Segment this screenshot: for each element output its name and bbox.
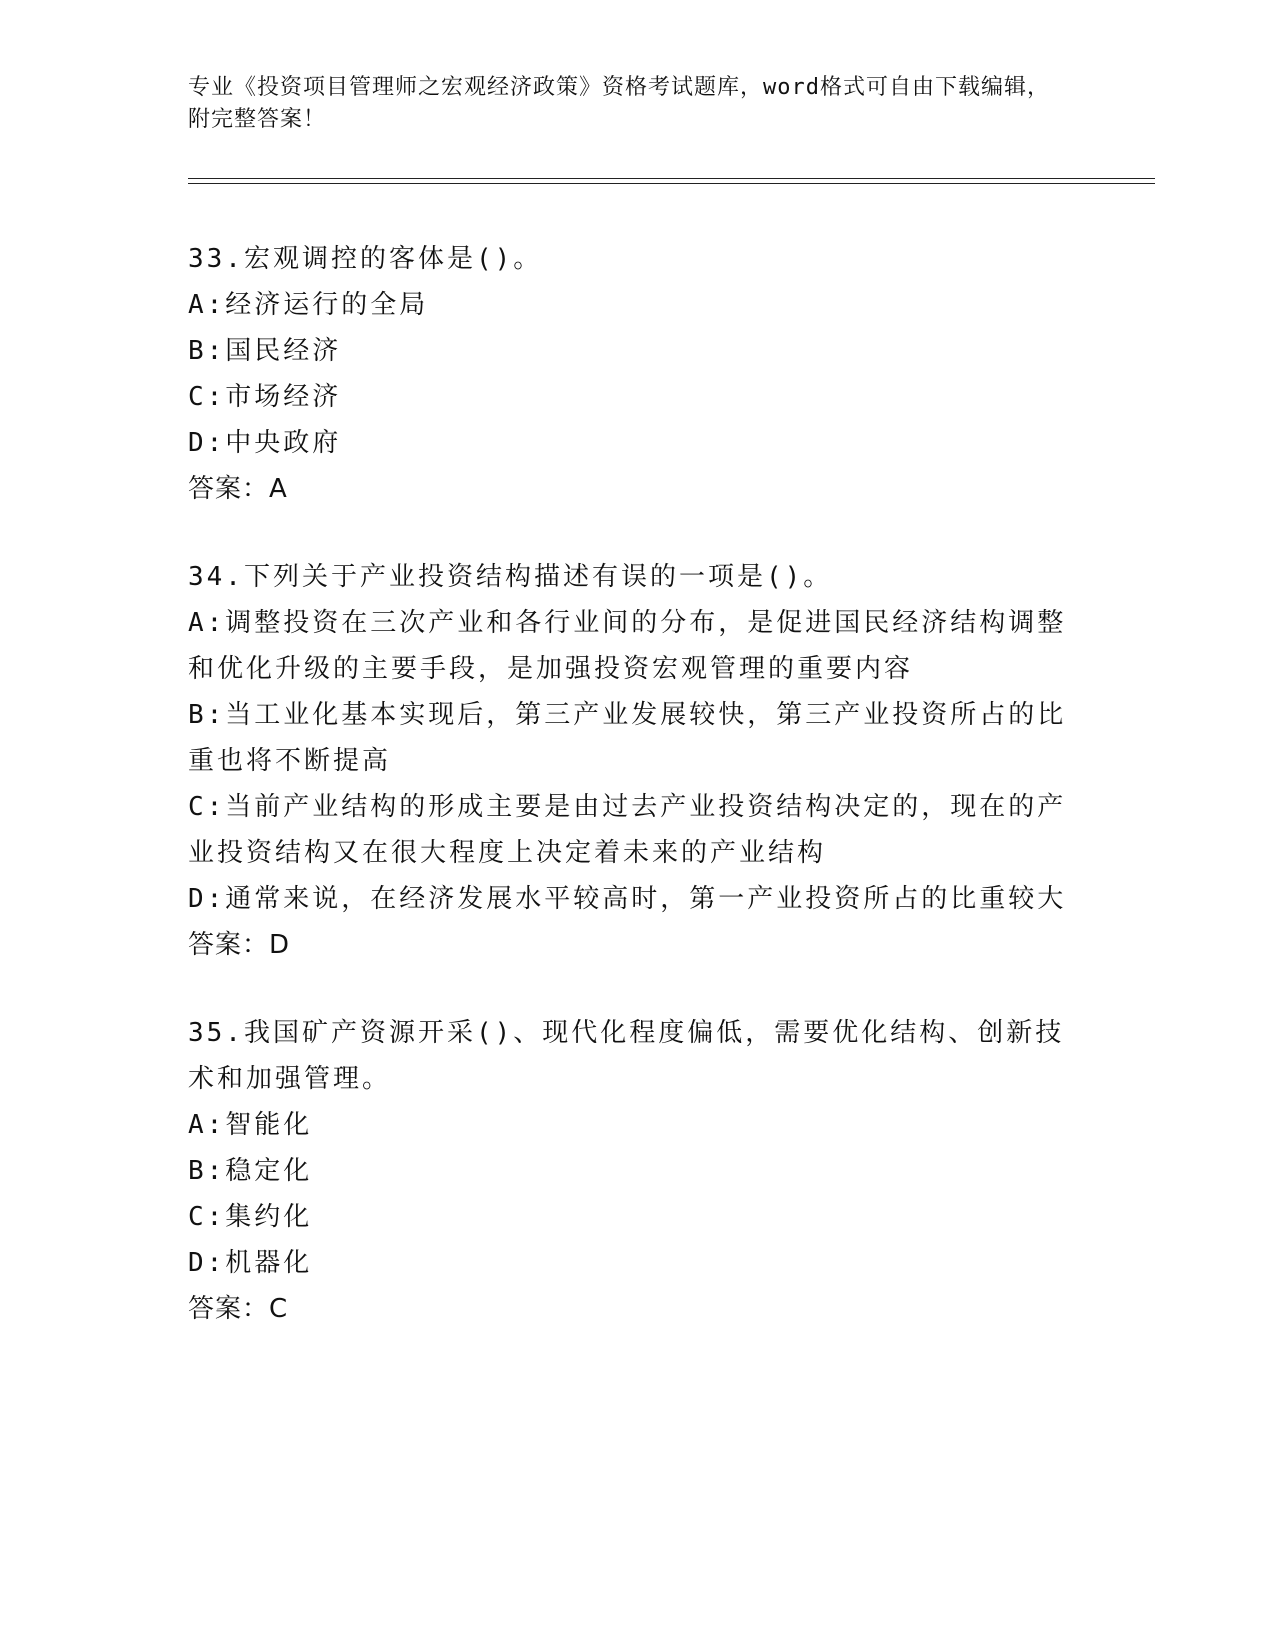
option-c: C:市场经济 [188, 382, 342, 412]
option-b: B:当工业化基本实现后，第三产业发展较快，第三产业投资所占的比重也将不断提高 [188, 700, 1067, 776]
question-35 [188, 1010, 1088, 1332]
option-a: A:调整投资在三次产业和各行业间的分布，是促进国民经济结构调整和优化升级的主要手段，是加强投资宏观管理的重要内容 [188, 608, 1067, 684]
option-c: C:集约化 [188, 1202, 313, 1232]
header-title: 专业《投资项目管理师之宏观经济政策》资格考试题库，word格式可自由下载编辑，附完整答案！ [188, 75, 1050, 132]
option-a: A:经济运行的全局 [188, 290, 429, 320]
question-stem: 34.下列关于产业投资结构描述有误的一项是()。 [188, 562, 833, 592]
answer-label: 答案：D [188, 930, 291, 960]
option-c: C:当前产业结构的形成主要是由过去产业投资结构决定的，现在的产业投资结构又在很大程度上决定着未来的产业结构 [188, 792, 1067, 868]
option-d: D:机器化 [188, 1248, 313, 1278]
document-header [188, 72, 1068, 136]
answer-label: 答案：C [188, 1294, 289, 1324]
header-divider-top [188, 178, 1155, 179]
question-stem: 35.我国矿产资源开采()、现代化程度偏低，需要优化结构、创新技术和加强管理。 [188, 1018, 1065, 1094]
question-33 [188, 236, 1088, 512]
option-d: D:中央政府 [188, 428, 342, 458]
header-divider-bottom [188, 183, 1155, 184]
answer-label: 答案：A [188, 474, 288, 504]
option-a: A:智能化 [188, 1110, 313, 1140]
question-34 [188, 554, 1088, 968]
option-d: D:通常来说，在经济发展水平较高时，第一产业投资所占的比重较大 [188, 884, 1067, 914]
question-list [188, 236, 1088, 1374]
question-stem: 33.宏观调控的客体是()。 [188, 244, 543, 274]
option-b: B:国民经济 [188, 336, 342, 366]
option-b: B:稳定化 [188, 1156, 313, 1186]
